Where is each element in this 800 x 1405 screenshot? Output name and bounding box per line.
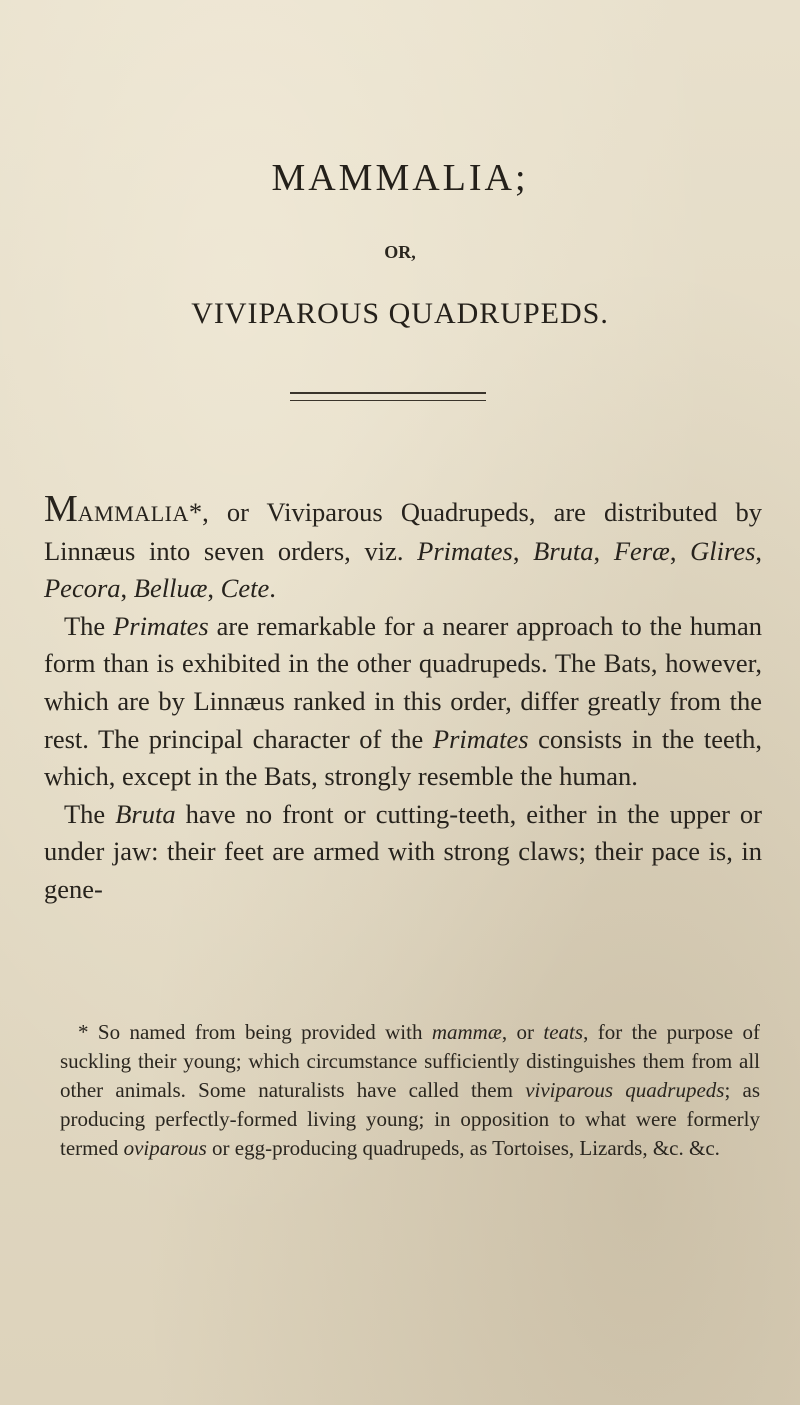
text-run: .: [269, 573, 276, 604]
order-name: Belluæ: [133, 573, 208, 604]
drop-cap: M: [44, 488, 78, 530]
chapter-subtitle: VIVIPAROUS QUADRUPEDS.: [191, 297, 609, 330]
italic-term: Bruta: [115, 798, 176, 829]
text-run: ,: [120, 573, 134, 604]
small-caps-word: AMMALIA: [77, 501, 189, 526]
paragraph-1: [44, 488, 763, 608]
text-run: ,: [207, 573, 221, 604]
text-run: ; as producing perfectly-formed living young; in opposition to what were formerly termed: [60, 1078, 761, 1160]
italic-term: viviparous quadrupeds: [525, 1078, 725, 1102]
text-run: , for the purpose of suckling their young; which circumstance sufficiently distinguishes them from all other animals. Some naturalists have called them: [60, 1020, 760, 1102]
text-run: ,: [512, 535, 534, 566]
footnote: [60, 1018, 760, 1163]
order-name: Bruta: [533, 535, 594, 566]
text-run: The: [64, 610, 114, 641]
text-run: have no front or cutting-teeth, either in the upper or under jaw: their feet are armed with strong claws; their pace is, in gene-: [44, 798, 762, 904]
italic-term: teats: [543, 1020, 584, 1044]
text-run: consists in the teeth, which, except in the Bats, strongly resemble the human.: [44, 723, 762, 792]
order-name: Feræ: [613, 535, 670, 566]
text-run: are remarkable for a nearer approach to the human form than is exhibited in the other quadrupeds. The Bats, however, which are by Linnæus ranked in this order, differ greatly from the rest. The principal character of the: [44, 610, 763, 754]
text-run: ,: [593, 535, 614, 566]
footnote-paragraph: [60, 1018, 760, 1163]
order-name: Pecora: [44, 573, 121, 604]
text-run: or egg-producing quadrupeds, as Tortoises, Lizards, &c. &c.: [206, 1136, 720, 1160]
chapter-title: MAMMALIA;: [271, 157, 529, 199]
text-run: * So named from being provided with: [78, 1020, 432, 1044]
text-run: , or Viviparous Quadrupeds, are distributed by Linnæus into seven orders, viz.: [44, 497, 762, 566]
order-name: Glires: [690, 535, 756, 566]
italic-term: oviparous: [123, 1136, 207, 1160]
text-run: ,: [669, 535, 691, 566]
italic-term: mammæ: [431, 1020, 502, 1044]
paragraph-2: [44, 608, 762, 796]
italic-term: Primates: [113, 610, 209, 641]
italic-term: Primates: [432, 723, 529, 754]
chapter-or: OR,: [384, 242, 416, 262]
body-text: [44, 488, 763, 909]
order-name: Cete: [220, 573, 270, 604]
paragraph-3: [44, 796, 762, 909]
section-divider: [290, 392, 486, 401]
text-run: The: [64, 798, 116, 829]
text-run: , or: [501, 1020, 544, 1044]
order-name: Primates: [417, 535, 513, 566]
footnote-mark: *: [188, 497, 203, 527]
text-run: ,: [755, 535, 763, 566]
